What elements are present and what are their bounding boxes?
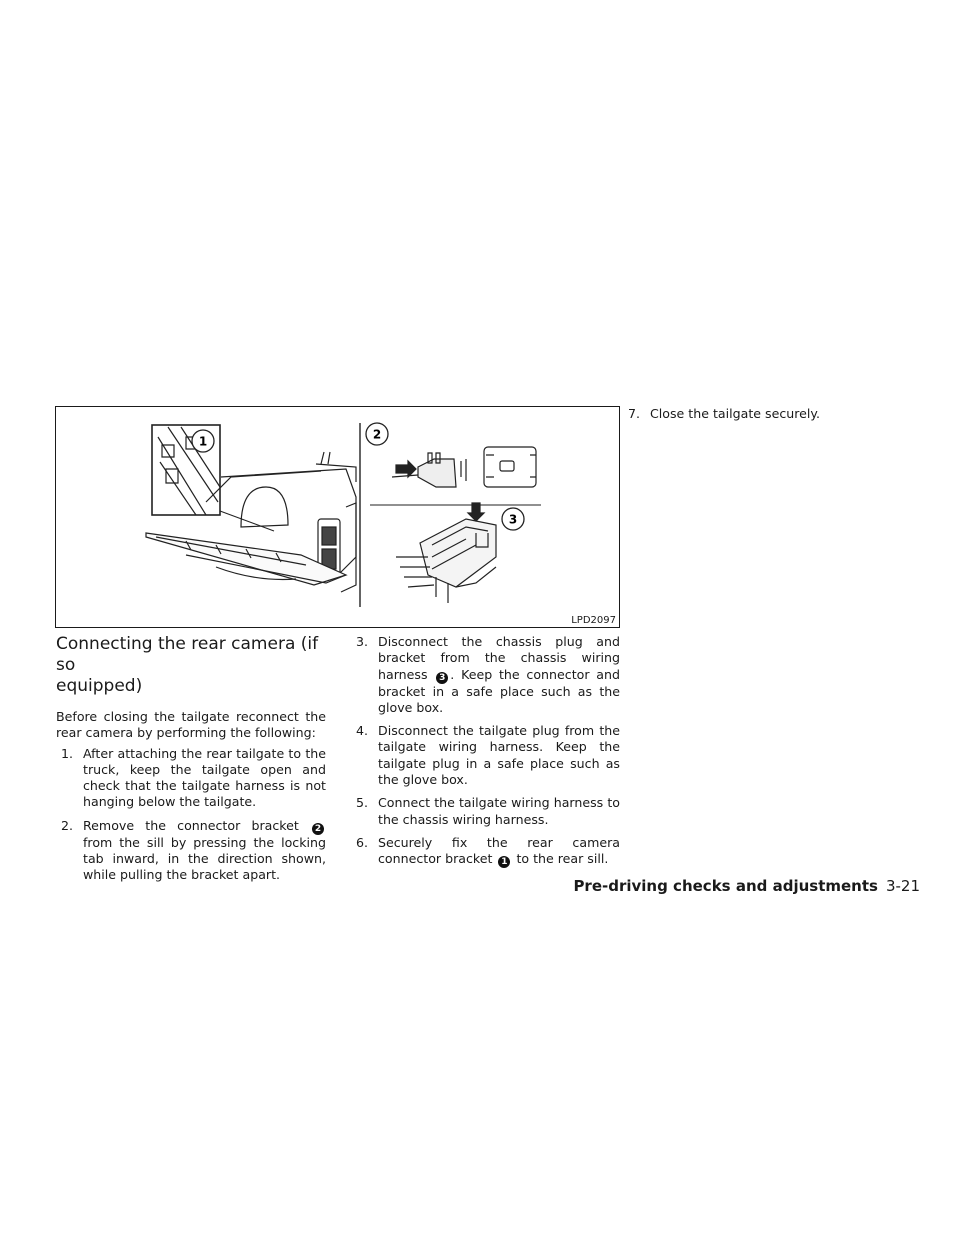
step-number: 4. bbox=[356, 723, 369, 739]
callout-3 bbox=[502, 508, 524, 530]
step-text bbox=[378, 835, 620, 868]
callout-ref-2: 2 bbox=[312, 823, 324, 835]
illustration-figure bbox=[55, 406, 620, 628]
step-number: 1. bbox=[61, 745, 74, 761]
callout-2 bbox=[366, 423, 388, 445]
step-text-part: Remove the connector bracket bbox=[83, 817, 310, 833]
tailgate-connector-illustration bbox=[56, 407, 621, 629]
heading-line-2: equipped) bbox=[56, 676, 143, 696]
steps-list-right bbox=[622, 406, 872, 422]
step-text: Disconnect the tailgate plug from the tailgate wiring harness. Keep the tailgate plug in a safe place such as the glove box. bbox=[378, 723, 620, 788]
callout-1 bbox=[192, 430, 214, 452]
step-text: Connect the tailgate wiring harness to the chassis wiring harness. bbox=[378, 795, 620, 827]
step-text-part: . Keep the connector and bracket in a safe place such as the glove box. bbox=[378, 666, 620, 715]
step-text bbox=[378, 634, 620, 716]
step-text: After attaching the rear tailgate to the truck, keep the tailgate open and check that the tailgate harness is not hanging below the tailgate. bbox=[83, 745, 326, 810]
steps-list-middle bbox=[356, 634, 620, 868]
steps-list-left bbox=[56, 746, 326, 884]
step-text bbox=[83, 818, 326, 884]
step-number: 7. bbox=[628, 406, 641, 421]
step-text-part: from the sill by pressing the locking tab inward, in the direction shown, while pulling the bracket apart. bbox=[83, 834, 326, 883]
step-number: 3. bbox=[356, 634, 369, 649]
callout-ref-3: 3 bbox=[436, 672, 448, 684]
step-text-part: Disconnect the chassis plug and bracket from the chassis wiring harness bbox=[378, 634, 620, 682]
column-right bbox=[622, 406, 872, 429]
step-5 bbox=[356, 795, 620, 828]
heading-line-1: Connecting the rear camera (if so bbox=[56, 634, 319, 675]
step-number: 2. bbox=[61, 817, 74, 833]
step-number: 5. bbox=[356, 795, 369, 811]
step-text: Close the tailgate securely. bbox=[650, 406, 821, 421]
page-number: 3-21 bbox=[885, 877, 920, 895]
step-1 bbox=[56, 746, 326, 811]
step-7 bbox=[622, 406, 872, 422]
intro-paragraph: Before closing the tailgate reconnect the rear camera by performing the following: bbox=[56, 709, 326, 741]
footer-section-title: Pre-driving checks and adjustments bbox=[573, 877, 878, 895]
section-heading bbox=[56, 634, 326, 697]
step-3 bbox=[356, 634, 620, 716]
svg-text:1: 1 bbox=[198, 434, 208, 449]
step-6 bbox=[356, 835, 620, 868]
page-footer bbox=[573, 877, 920, 895]
step-4 bbox=[356, 723, 620, 788]
column-middle bbox=[356, 634, 620, 875]
step-text-part: to the rear sill. bbox=[512, 851, 609, 867]
svg-text:2: 2 bbox=[372, 427, 382, 442]
callout-ref-1: 1 bbox=[498, 856, 510, 868]
step-2 bbox=[56, 818, 326, 884]
figure-code: LPD2097 bbox=[571, 615, 616, 626]
svg-text:3: 3 bbox=[508, 512, 518, 527]
step-text-part: Securely fix the rear camera connector bracket bbox=[378, 834, 620, 867]
step-number: 6. bbox=[356, 834, 369, 850]
column-left bbox=[56, 634, 326, 891]
